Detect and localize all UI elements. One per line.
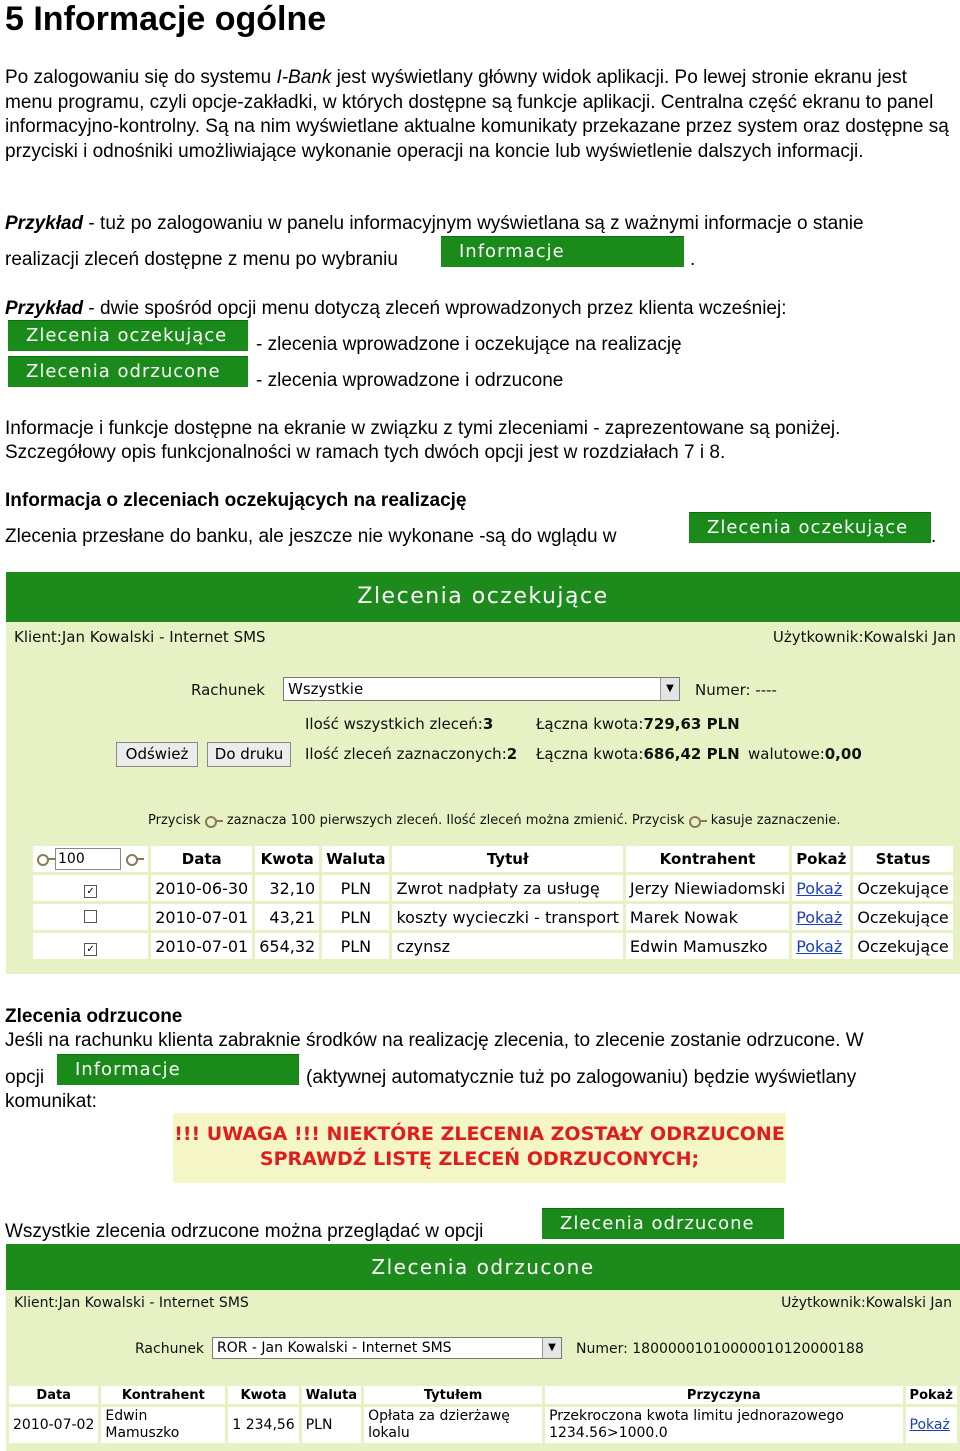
cell-counterparty: Marek Nowak xyxy=(626,904,789,930)
page-title: 5 Informacje ogólne xyxy=(5,0,327,38)
cell-date: 2010-07-01 xyxy=(151,933,252,959)
table-row xyxy=(33,875,953,901)
counterparty-line-1: Edwin xyxy=(105,1408,148,1424)
select-all-icon xyxy=(205,815,223,827)
selection-hint xyxy=(148,813,841,828)
section-rejected-opcji: opcji xyxy=(5,1067,45,1088)
col-header-kwota: Kwota xyxy=(228,1386,298,1404)
rejected-orders-table xyxy=(6,1383,960,1446)
example-2-line xyxy=(5,297,955,322)
print-button[interactable]: Do druku xyxy=(207,742,291,767)
select-count-input[interactable]: 100 xyxy=(55,848,121,870)
col-header-kontrahent: Kontrahent xyxy=(626,846,789,872)
period: . xyxy=(931,526,937,547)
table-header-row xyxy=(33,846,953,872)
col-header-status: Status xyxy=(853,846,952,872)
example-label: Przykład xyxy=(5,298,84,319)
cell-counterparty: Jerzy Niewiadomski xyxy=(626,875,789,901)
show-link[interactable]: Pokaż xyxy=(796,878,843,898)
menu-zlecenia-oczekujace-button[interactable]: Zlecenia oczekujące xyxy=(8,320,248,351)
example-1-text: - tuż po zalogowaniu w panelu informacyjnym wyświetlana są z ważnymi informacje o stanie xyxy=(83,213,864,234)
counterparty-line-2: Mamuszko xyxy=(105,1425,180,1441)
title-line-1: Opłata za dzierżawę xyxy=(368,1408,510,1424)
row-checkbox[interactable]: ✓ xyxy=(84,885,97,898)
col-header-pokaz: Pokaż xyxy=(906,1386,957,1404)
account-label: Rachunek xyxy=(191,681,265,699)
number-label: Numer: ---- xyxy=(695,681,777,699)
row-checkbox-cell xyxy=(33,933,148,959)
cell-date: 2010-07-02 xyxy=(9,1407,98,1443)
cell-date: 2010-07-01 xyxy=(151,904,252,930)
hint-text-a: Przycisk xyxy=(148,813,201,828)
user-label: Użytkownik:Kowalski Jan xyxy=(781,1295,952,1311)
fx-label: walutowe: xyxy=(748,745,825,763)
title-line-2: lokalu xyxy=(368,1425,410,1441)
row-checkbox[interactable] xyxy=(84,910,97,923)
row-checkbox-cell xyxy=(33,875,148,901)
col-header-kwota: Kwota xyxy=(255,846,319,872)
account-select-value: Wszystkie xyxy=(288,680,364,698)
count-selected-label: Ilość zleceń zaznaczonych: xyxy=(305,745,507,763)
pending-desc: - zlecenia wprowadzone i oczekujące na realizację xyxy=(256,334,682,355)
cell-date: 2010-06-30 xyxy=(151,875,252,901)
table-header-row xyxy=(9,1386,957,1404)
rejected-desc: - zlecenia wprowadzone i odrzucone xyxy=(256,370,564,391)
chevron-down-icon[interactable]: ▼ xyxy=(542,1338,561,1358)
rejected-warning-banner xyxy=(173,1113,786,1183)
clear-selection-icon[interactable] xyxy=(126,853,144,865)
col-header-waluta: Waluta xyxy=(322,846,389,872)
section-rejected-line-3: komunikat: xyxy=(5,1091,97,1112)
cell-title: czynsz xyxy=(392,933,622,959)
menu-zlecenia-odrzucone-button-2[interactable]: Zlecenia odrzucone xyxy=(542,1208,784,1239)
cell-counterparty: Edwin Mamuszko xyxy=(626,933,789,959)
table-row xyxy=(9,1407,957,1443)
fx-sum xyxy=(748,745,862,763)
number-label: Numer: 18000001010000010120000188 xyxy=(576,1341,864,1357)
account-select-value: ROR - Jan Kowalski - Internet SMS xyxy=(217,1340,452,1356)
account-select[interactable] xyxy=(283,677,680,701)
table-row xyxy=(33,933,953,959)
col-header-data: Data xyxy=(151,846,252,872)
count-selected xyxy=(305,745,517,763)
reason-line-1: Przekroczona kwota limitu jednorazowego xyxy=(549,1408,844,1424)
table-row xyxy=(33,904,953,930)
cell-title: koszty wycieczki - transport xyxy=(392,904,622,930)
section-rejected-title: Zlecenia odrzucone xyxy=(5,1006,183,1027)
example-1-line-1 xyxy=(5,212,955,237)
count-all xyxy=(305,715,493,733)
section-pending-title: Informacja o zleceniach oczekujących na realizację xyxy=(5,490,467,511)
select-count-cell xyxy=(33,846,148,872)
menu-zlecenia-oczekujace-button-2[interactable]: Zlecenia oczekujące xyxy=(689,512,931,543)
col-header-tytulem: Tytułem xyxy=(364,1386,542,1404)
pending-panel-title: Zlecenia oczekujące xyxy=(6,572,960,622)
menu-informacje-button-2[interactable]: Informacje xyxy=(57,1054,299,1085)
select-all-icon[interactable] xyxy=(37,853,55,865)
sum-all xyxy=(536,715,740,733)
cell-counterparty xyxy=(101,1407,225,1443)
cell-title: Zwrot nadpłaty za usługę xyxy=(392,875,622,901)
col-header-pokaz: Pokaż xyxy=(792,846,850,872)
clear-selection-icon xyxy=(689,815,707,827)
info-line-1: Informacje i funkcje dostępne na ekranie w związku z tymi zleceniami - zaprezentowane są poniżej. xyxy=(5,418,841,439)
fx-value: 0,00 xyxy=(824,745,862,763)
rejected-panel-title: Zlecenia odrzucone xyxy=(6,1244,960,1290)
chevron-down-icon[interactable]: ▼ xyxy=(660,678,679,700)
pending-orders-table xyxy=(30,843,956,962)
cell-currency: PLN xyxy=(322,904,389,930)
col-header-tytul: Tytuł xyxy=(392,846,622,872)
show-link[interactable]: Pokaż xyxy=(796,936,843,956)
client-label: Klient:Jan Kowalski - Internet SMS xyxy=(14,628,266,646)
menu-zlecenia-odrzucone-button[interactable]: Zlecenia odrzucone xyxy=(8,356,248,387)
section-rejected-line-1: Jeśli na rachunku klienta zabraknie środków na realizację zlecenia, to zlecenie zostanie odrzucone. W xyxy=(5,1030,864,1051)
cell-amount: 654,32 xyxy=(255,933,319,959)
menu-informacje-button[interactable]: Informacje xyxy=(441,236,684,267)
refresh-button[interactable]: Odśwież xyxy=(116,742,198,767)
section-rejected-line-2: (aktywnej automatycznie tuż po zalogowaniu) będzie wyświetlany xyxy=(306,1067,857,1088)
sum-all-value: 729,63 PLN xyxy=(643,715,740,733)
count-all-label: Ilość wszystkich zleceń: xyxy=(305,715,483,733)
cell-amount: 1 234,56 xyxy=(228,1407,298,1443)
row-checkbox[interactable]: ✓ xyxy=(84,943,97,956)
count-selected-value: 2 xyxy=(506,745,518,763)
count-all-value: 3 xyxy=(482,715,494,733)
reason-line-2: 1234.56>1000.0 xyxy=(549,1425,668,1441)
intro-paragraph xyxy=(5,66,955,164)
warning-line-2: SPRAWDŹ LISTĘ ZLECEŃ ODRZUCONYCH; xyxy=(259,1148,700,1170)
cell-currency: PLN xyxy=(302,1407,361,1443)
cell-currency: PLN xyxy=(322,933,389,959)
period: . xyxy=(690,249,696,270)
section-pending-text: Zlecenia przesłane do banku, ale jeszcze nie wykonane -są do wglądu w xyxy=(5,526,617,547)
example-1-line-2: realizacji zleceń dostępne z menu po wybraniu xyxy=(5,249,398,270)
col-header-waluta: Waluta xyxy=(302,1386,361,1404)
col-header-przyczyna: Przyczyna xyxy=(545,1386,902,1404)
hint-text-c: kasuje zaznaczenie. xyxy=(710,813,841,828)
col-header-data: Data xyxy=(9,1386,98,1404)
info-line-2: Szczegółowy opis funkcjonalności w ramach tych dwóch opcji jest w rozdziałach 7 i 8. xyxy=(5,442,726,463)
account-label: Rachunek xyxy=(135,1341,205,1357)
cell-amount: 43,21 xyxy=(255,904,319,930)
warning-line-1: !!! UWAGA !!! NIEKTÓRE ZLECENIA ZOSTAŁY ODRZUCONE xyxy=(174,1123,785,1145)
cell-amount: 32,10 xyxy=(255,875,319,901)
sum-all-label: Łączna kwota: xyxy=(536,715,644,733)
user-label: Użytkownik:Kowalski Jan xyxy=(772,628,956,646)
intro-text-b: jest wyświetlany główny widok aplikacji. Po lewej stronie ekranu jest menu programu, czyli opcje-zakładki, w których dostępne są funkcje aplikacji. Centralna część ekranu to panel informacyjno-kontrolny. Są na nim wyświetlane aktualne komunikaty przekazane przez system oraz dostępne są przyciski i odnośniki umożliwiające wykonanie operacji na koncie lub wyświetlenie dalszych informacji. xyxy=(5,67,949,162)
example-label: Przykład xyxy=(5,213,84,234)
row-checkbox-cell xyxy=(33,904,148,930)
all-rejected-text: Wszystkie zlecenia odrzucone można przeglądać w opcji xyxy=(5,1221,484,1242)
client-label: Klient:Jan Kowalski - Internet SMS xyxy=(14,1295,249,1311)
brand-name: I-Bank xyxy=(276,67,332,88)
account-select[interactable] xyxy=(212,1337,562,1359)
cell-reason xyxy=(545,1407,902,1443)
show-link[interactable]: Pokaż xyxy=(909,1416,950,1433)
sum-selected-value: 686,42 PLN xyxy=(643,745,740,763)
col-header-kontrahent: Kontrahent xyxy=(101,1386,225,1404)
cell-status: Oczekujące xyxy=(853,904,952,930)
example-2-text: - dwie spośród opcji menu dotyczą zleceń wprowadzonych przez klienta wcześniej: xyxy=(83,298,787,319)
cell-status: Oczekujące xyxy=(853,875,952,901)
cell-title xyxy=(364,1407,542,1443)
show-link[interactable]: Pokaż xyxy=(796,907,843,927)
cell-currency: PLN xyxy=(322,875,389,901)
sum-selected xyxy=(536,745,740,763)
intro-text-a: Po zalogowaniu się do systemu xyxy=(5,67,277,88)
hint-text-b: zaznacza 100 pierwszych zleceń. Ilość zleceń można zmienić. Przycisk xyxy=(226,813,685,828)
cell-status: Oczekujące xyxy=(853,933,952,959)
sum-selected-label: Łączna kwota: xyxy=(536,745,644,763)
